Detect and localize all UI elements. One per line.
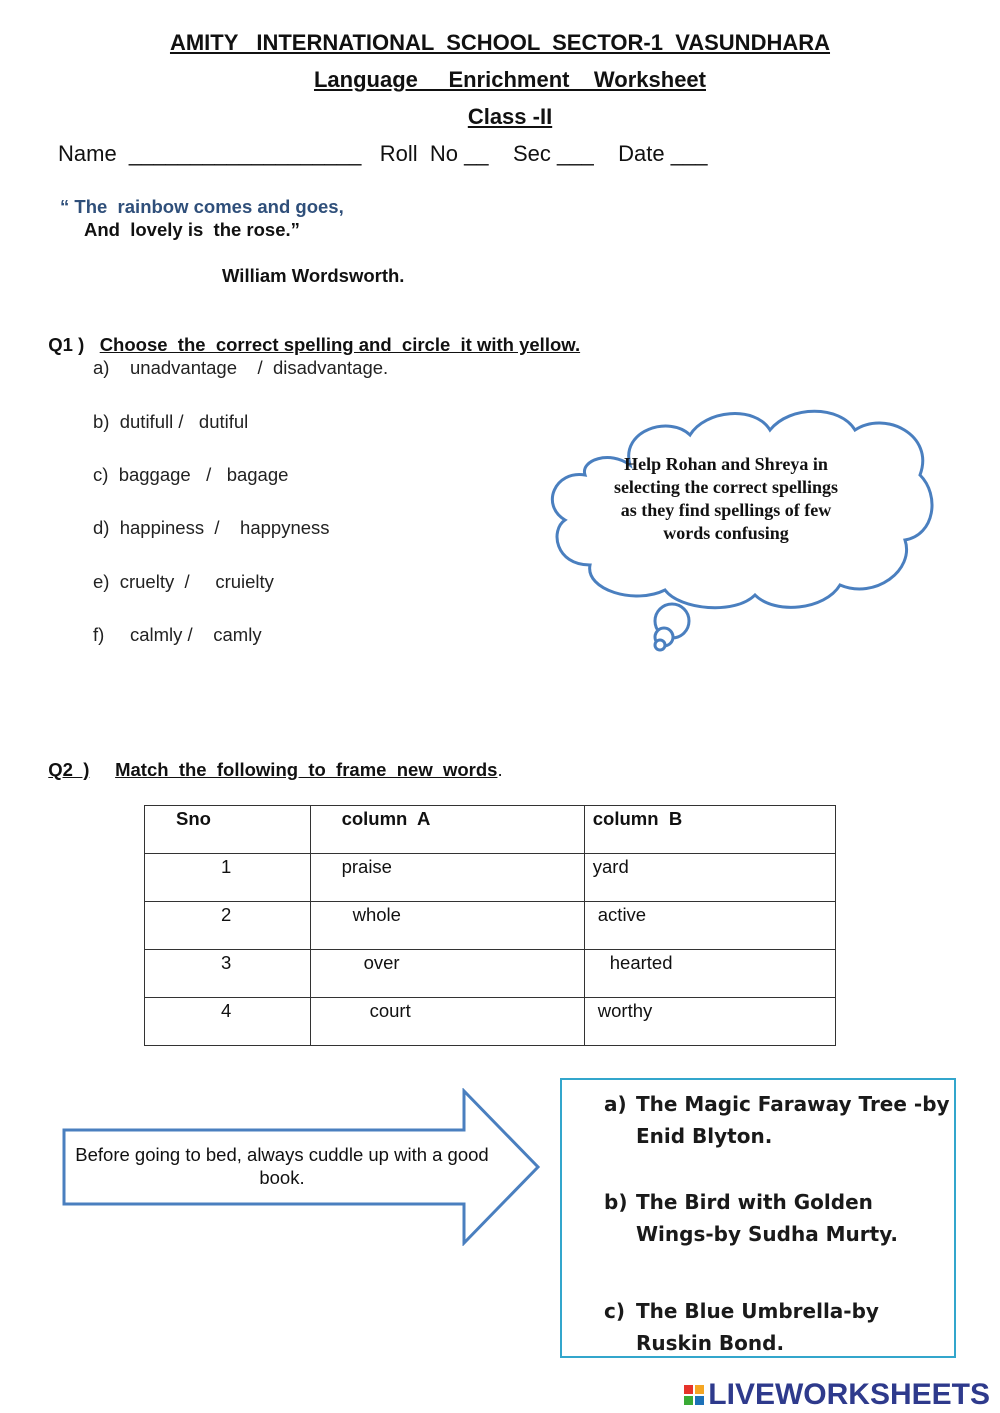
quote-line-1: “ The rainbow comes and goes, (60, 196, 344, 217)
q1-number: Q1 ) (48, 334, 85, 355)
q2-heading (38, 737, 503, 781)
header-sno: Sno (145, 806, 311, 854)
student-info-line: Name ___________________ Roll No __ Sec ___ Date ___ (58, 141, 708, 166)
book-title: The Bird with Golden Wings-by Sudha Murty. (636, 1190, 899, 1246)
table-row (145, 854, 836, 902)
q1-option-f[interactable]: f) calmly / camly (93, 624, 262, 645)
book-title: The Magic Faraway Tree -by Enid Blyton. (636, 1092, 950, 1148)
book-title: The Blue Umbrella-by Ruskin Bond. (636, 1299, 879, 1355)
cell-column-a[interactable]: court (310, 998, 584, 1046)
table-row (145, 902, 836, 950)
arrow-text: Before going to bed, always cuddle up with a good book. (75, 1144, 489, 1188)
cell-sno: 3 (145, 950, 311, 998)
q2-period: . (497, 759, 503, 780)
q1-title: Choose the correct spelling and circle it with yellow. (99, 334, 581, 355)
school-name: AMITY INTERNATIONAL SCHOOL SECTOR-1 VASUNDHARA (169, 30, 831, 55)
class-label: Class -II (467, 104, 553, 129)
cell-column-b[interactable]: yard (584, 854, 835, 902)
cell-column-b[interactable]: worthy (584, 998, 835, 1046)
q1-heading (38, 312, 580, 356)
cell-sno: 1 (145, 854, 311, 902)
q1-option-e[interactable]: e) cruelty / cruielty (93, 571, 274, 592)
table-row (145, 950, 836, 998)
cell-column-a[interactable]: over (310, 950, 584, 998)
liveworksheets-logo-icon (684, 1385, 704, 1405)
liveworksheets-logo (684, 1378, 990, 1412)
cell-sno: 2 (145, 902, 311, 950)
cloud-bubble-small (655, 640, 665, 650)
match-table (144, 805, 836, 1046)
cell-column-a[interactable]: praise (310, 854, 584, 902)
cell-sno: 4 (145, 998, 311, 1046)
q1-option-d[interactable]: d) happiness / happyness (93, 517, 330, 538)
quote-author: William Wordsworth. (222, 265, 405, 286)
cell-column-a[interactable]: whole (310, 902, 584, 950)
q1-option-b[interactable]: b) dutifull / dutiful (93, 411, 249, 432)
header-column-a: column A (310, 806, 584, 854)
cell-column-b[interactable]: hearted (584, 950, 835, 998)
cell-column-b[interactable]: active (584, 902, 835, 950)
table-header-row (145, 806, 836, 854)
q2-title: Match the following to frame new words (115, 759, 498, 780)
worksheet-title: Language Enrichment Worksheet (313, 67, 706, 92)
cloud-text: Help Rohan and Shreya in selecting the correct spellings as they find spellings of few words confusing (613, 454, 839, 543)
quote-line-2: And lovely is the rose.” (84, 219, 300, 240)
book-list: a) The Magic Faraway Tree -by Enid Blyton. b) The Bird with Golden Wings-by Sudha Murty. c) The Blue Umbrella-by Ruskin Bond. (560, 1078, 956, 1358)
brand-text: LIVEWORKSHEETS (708, 1378, 990, 1411)
table-row (145, 998, 836, 1046)
q1-option-c[interactable]: c) baggage / bagage (93, 464, 289, 485)
q1-option-a[interactable]: a) unadvantage / disadvantage. (93, 357, 389, 378)
q2-number: Q2 ) (48, 759, 90, 780)
header-column-b: column B (584, 806, 835, 854)
